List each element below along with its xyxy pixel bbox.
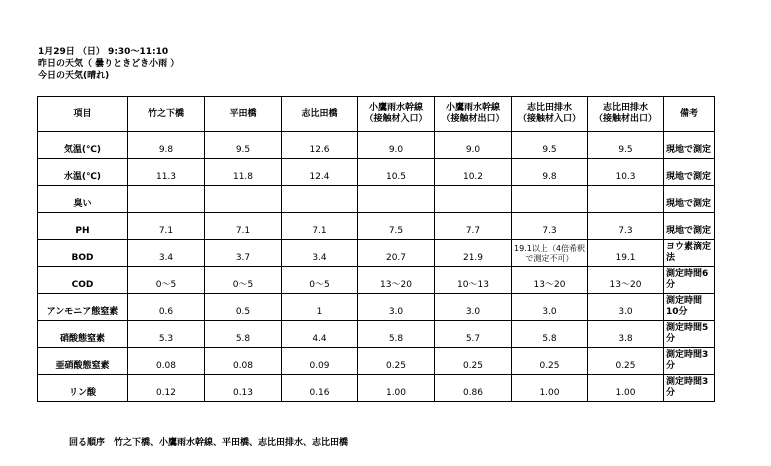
cell-value: 1.00 xyxy=(385,388,407,398)
cell-value: 9.0 xyxy=(388,145,404,155)
table-cell xyxy=(128,186,205,213)
remark-text: 測定時間5分 xyxy=(666,323,709,344)
remark-cell xyxy=(664,294,715,321)
table-row xyxy=(38,267,715,294)
table-cell xyxy=(205,213,282,240)
cell-value: 0.6 xyxy=(158,307,174,317)
table-row xyxy=(38,240,715,267)
row-label xyxy=(38,159,128,186)
cell-value: 13～20 xyxy=(533,280,566,290)
cell-value: 0.25 xyxy=(462,361,484,371)
table-cell xyxy=(282,321,358,348)
document-header xyxy=(38,46,179,82)
table-header-row xyxy=(38,97,715,132)
table-cell xyxy=(588,267,664,294)
remark-text: 現地で測定 xyxy=(666,145,712,155)
table-row xyxy=(38,348,715,375)
cell-value: 11.3 xyxy=(155,172,177,182)
table-cell xyxy=(588,348,664,375)
cell-value: 10.3 xyxy=(615,172,636,182)
table-cell xyxy=(282,132,358,159)
date-time-line: 1月29日 （日） 9:30～11:10 xyxy=(38,47,169,57)
table-cell xyxy=(282,267,358,294)
cell-value: 5.8 xyxy=(388,334,404,344)
row-label-text: BOD xyxy=(71,253,94,263)
table-cell xyxy=(358,267,435,294)
cell-value: 0.13 xyxy=(232,388,254,398)
table-cell xyxy=(282,348,358,375)
column-header: 志比田橋 xyxy=(282,97,358,132)
table-row xyxy=(38,321,715,348)
table-cell xyxy=(588,186,664,213)
table-cell xyxy=(205,375,282,402)
table-cell xyxy=(358,375,435,402)
table-cell xyxy=(128,240,205,267)
row-label xyxy=(38,321,128,348)
table-row xyxy=(38,186,715,213)
table-cell xyxy=(358,321,435,348)
table-cell xyxy=(435,321,512,348)
column-header: 小鷹雨水幹線 （接触材入口） xyxy=(358,97,435,132)
row-label-text: 硝酸態窒素 xyxy=(59,334,105,344)
table-row xyxy=(38,132,715,159)
cell-value: 0.08 xyxy=(155,361,177,371)
cell-value: 0～5 xyxy=(155,280,177,290)
table-cell xyxy=(128,375,205,402)
remark-text: 測定時間3分 xyxy=(666,377,709,398)
table-cell xyxy=(512,348,588,375)
table-cell xyxy=(205,348,282,375)
table-cell xyxy=(512,186,588,213)
cell-value: 10.5 xyxy=(385,172,407,182)
table-cell xyxy=(512,132,588,159)
table-cell xyxy=(128,267,205,294)
table-cell xyxy=(588,294,664,321)
cell-value: 0.16 xyxy=(309,388,330,398)
remark-text: ヨウ素滴定法 xyxy=(666,242,712,263)
column-header: 志比田排水 （接触材出口） xyxy=(588,97,664,132)
table-cell xyxy=(512,213,588,240)
table-cell xyxy=(435,240,512,267)
table-cell xyxy=(128,159,205,186)
table-row xyxy=(38,294,715,321)
table-cell xyxy=(128,348,205,375)
table-cell xyxy=(512,375,588,402)
cell-value: 5.8 xyxy=(542,334,557,344)
cell-value: 10.2 xyxy=(462,172,484,182)
table-cell xyxy=(588,213,664,240)
table-body xyxy=(38,132,715,402)
table-cell xyxy=(128,132,205,159)
remark-cell xyxy=(664,267,715,294)
cell-value: 7.1 xyxy=(158,226,174,236)
remark-cell xyxy=(664,159,715,186)
cell-value: 13～20 xyxy=(380,280,412,290)
remark-text: 現地で測定 xyxy=(666,226,712,236)
cell-value: 5.3 xyxy=(158,334,174,344)
cell-value: 1 xyxy=(316,307,323,317)
cell-value: 3.0 xyxy=(618,307,633,317)
table-cell xyxy=(128,213,205,240)
cell-value: 9.5 xyxy=(235,145,251,155)
remark-cell xyxy=(664,240,715,267)
cell-value: 4.4 xyxy=(312,334,327,344)
cell-value: 11.8 xyxy=(232,172,254,182)
cell-value: 3.4 xyxy=(158,253,174,263)
cell-value: 12.4 xyxy=(309,172,330,182)
row-label-text: リン酸 xyxy=(68,388,96,398)
table-cell xyxy=(205,267,282,294)
cell-value: 7.1 xyxy=(312,226,327,236)
table-cell xyxy=(358,348,435,375)
cell-value: 13～20 xyxy=(609,280,642,290)
cell-value: 0.86 xyxy=(462,388,484,398)
row-label-text: PH xyxy=(75,226,90,236)
cell-value: 5.8 xyxy=(235,334,251,344)
cell-value: 0～5 xyxy=(232,280,254,290)
route-order-footer: 回る順序 竹之下橋、小鷹雨水幹線、平田橋、志比田排水、志比田橋 xyxy=(69,438,349,448)
row-label-text: 水温(℃) xyxy=(63,172,102,182)
table-cell xyxy=(128,321,205,348)
cell-value: 3.0 xyxy=(465,307,481,317)
cell-value: 9.8 xyxy=(158,145,174,155)
table-cell xyxy=(588,159,664,186)
table-cell xyxy=(358,240,435,267)
cell-value: 20.7 xyxy=(385,253,407,263)
table-cell xyxy=(205,240,282,267)
remark-cell xyxy=(664,213,715,240)
table-cell xyxy=(358,294,435,321)
table-cell xyxy=(282,186,358,213)
table-cell xyxy=(205,159,282,186)
row-label xyxy=(38,186,128,213)
cell-value: 12.6 xyxy=(309,145,330,155)
cell-value: 3.4 xyxy=(312,253,327,263)
yesterday-weather-line: 昨日の天気（ 曇りときどき小雨 ） xyxy=(38,59,180,69)
cell-value: 7.7 xyxy=(465,226,481,236)
row-label-text: 気温(℃) xyxy=(63,145,102,155)
column-header: 志比田排水 （接触材入口） xyxy=(512,97,588,132)
table-cell xyxy=(588,375,664,402)
cell-value: 9.5 xyxy=(542,145,557,155)
row-label xyxy=(38,132,128,159)
row-label xyxy=(38,348,128,375)
cell-value: 21.9 xyxy=(462,253,484,263)
cell-value: 3.0 xyxy=(542,307,557,317)
column-header: 項目 xyxy=(38,97,128,132)
table-cell xyxy=(435,132,512,159)
remark-text: 測定時間10分 xyxy=(666,296,703,317)
remark-cell xyxy=(664,186,715,213)
cell-value: 0.09 xyxy=(309,361,330,371)
remark-text: 現地で測定 xyxy=(666,199,712,209)
table-cell xyxy=(128,294,205,321)
table-cell xyxy=(512,294,588,321)
table-cell xyxy=(435,375,512,402)
water-quality-table xyxy=(37,96,715,402)
table-cell xyxy=(512,159,588,186)
table-cell xyxy=(205,294,282,321)
table-row xyxy=(38,213,715,240)
cell-value: 9.8 xyxy=(542,172,557,182)
table-cell xyxy=(435,159,512,186)
cell-value: 0.25 xyxy=(615,361,636,371)
today-weather-line: 今日の天気(晴れ) xyxy=(38,71,110,81)
column-header: 竹之下橋 xyxy=(128,97,205,132)
table-cell xyxy=(282,240,358,267)
cell-value: 1.00 xyxy=(615,388,636,398)
cell-value: 1.00 xyxy=(539,388,560,398)
row-label xyxy=(38,213,128,240)
table-cell xyxy=(205,321,282,348)
cell-value: 7.3 xyxy=(542,226,557,236)
remark-text: 現地で測定 xyxy=(666,172,712,182)
remark-cell xyxy=(664,132,715,159)
cell-value: 7.1 xyxy=(235,226,251,236)
table-cell xyxy=(282,159,358,186)
table-row xyxy=(38,159,715,186)
table-cell xyxy=(435,294,512,321)
row-label-text: COD xyxy=(71,280,94,290)
table-cell xyxy=(282,294,358,321)
row-label xyxy=(38,240,128,267)
row-label xyxy=(38,267,128,294)
cell-value: 5.7 xyxy=(465,334,481,344)
cell-value: 7.5 xyxy=(388,226,404,236)
cell-value: 7.3 xyxy=(618,226,633,236)
cell-value: 0.25 xyxy=(539,361,560,371)
column-header: 平田橋 xyxy=(205,97,282,132)
column-header: 備考 xyxy=(664,97,715,132)
table-cell xyxy=(435,213,512,240)
row-label xyxy=(38,294,128,321)
cell-value: 0.25 xyxy=(385,361,407,371)
remark-text: 測定時間6分 xyxy=(666,269,709,290)
table-cell xyxy=(358,213,435,240)
remark-cell xyxy=(664,321,715,348)
table-cell xyxy=(358,159,435,186)
table-cell xyxy=(358,186,435,213)
cell-value: 9.0 xyxy=(465,145,481,155)
table-cell xyxy=(435,348,512,375)
table-cell xyxy=(282,375,358,402)
cell-value: 19.1 xyxy=(615,253,636,263)
row-label xyxy=(38,375,128,402)
cell-value: 3.0 xyxy=(388,307,404,317)
cell-value: 19.1以上（4倍希釈で測定不可） xyxy=(514,244,585,263)
row-label-text: 臭い xyxy=(73,199,92,209)
table-cell xyxy=(588,132,664,159)
table-cell xyxy=(512,267,588,294)
table-cell xyxy=(512,321,588,348)
row-label-text: アンモニア態窒素 xyxy=(46,307,119,317)
cell-value: 3.8 xyxy=(618,334,633,344)
cell-value: 9.5 xyxy=(618,145,633,155)
table-cell xyxy=(435,186,512,213)
table-cell xyxy=(588,240,664,267)
cell-value: 3.7 xyxy=(235,253,251,263)
remark-cell xyxy=(664,348,715,375)
cell-value: 0.08 xyxy=(232,361,254,371)
remark-text: 測定時間3分 xyxy=(666,350,709,371)
cell-value: 0.5 xyxy=(235,307,251,317)
row-label-text: 亜硝酸態窒素 xyxy=(55,361,110,371)
table-cell xyxy=(512,240,588,267)
table-cell xyxy=(282,213,358,240)
remark-cell xyxy=(664,375,715,402)
cell-value: 10～13 xyxy=(457,280,489,290)
table-row xyxy=(38,375,715,402)
column-header: 小鷹雨水幹線 （接触材出口） xyxy=(435,97,512,132)
table-cell xyxy=(358,132,435,159)
table-cell xyxy=(205,186,282,213)
table-cell xyxy=(435,267,512,294)
cell-value: 0.12 xyxy=(155,388,177,398)
table-cell xyxy=(588,321,664,348)
table-cell xyxy=(205,132,282,159)
cell-value: 0～5 xyxy=(309,280,330,290)
